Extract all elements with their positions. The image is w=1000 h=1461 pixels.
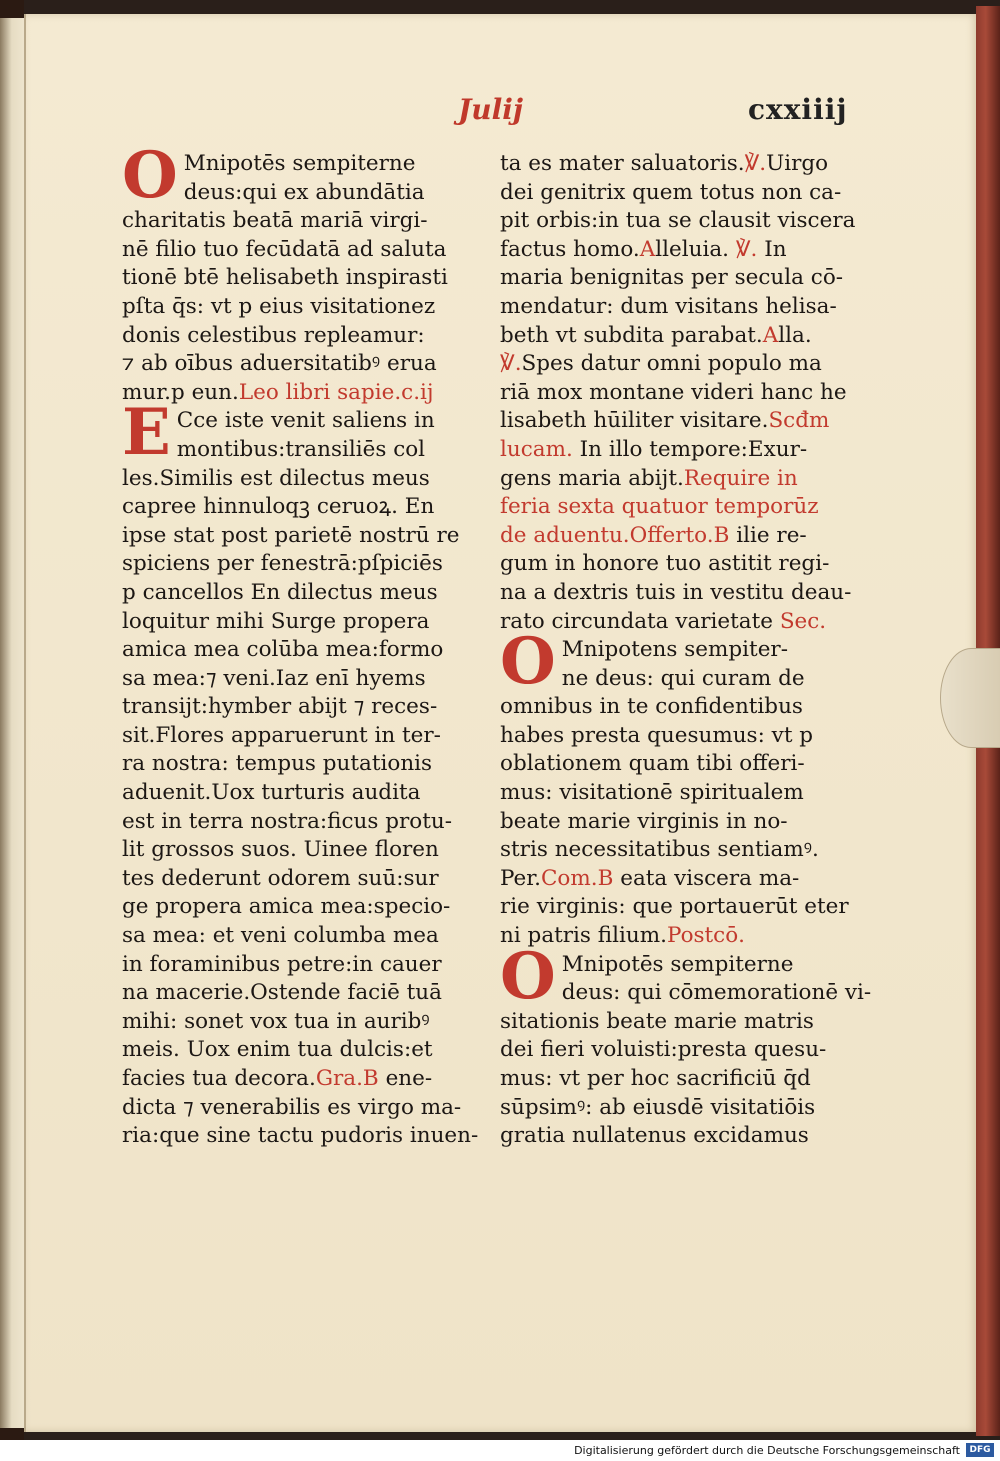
text-column-left xyxy=(122,138,482,1151)
line-text: Spes datur omni populo ma xyxy=(521,351,822,377)
text-line xyxy=(500,865,860,894)
line-text: beth vt subdita parabat. xyxy=(500,322,763,348)
text-line xyxy=(500,465,860,494)
line-text: lisabeth hūiliter visitare. xyxy=(500,408,769,434)
line-text: capree hinnuloqꝫ ceruoꝝ. En xyxy=(122,494,435,520)
funding-credit: Digitalisierung gefördert durch die Deutsche Forschungsgemeinschaft xyxy=(574,1444,960,1457)
line-text: loquitur mihi Surge propera xyxy=(122,608,430,634)
text-line xyxy=(122,865,482,894)
rubric-text: lucam. xyxy=(500,436,573,462)
text-line xyxy=(122,465,482,494)
text-line xyxy=(122,750,482,779)
text-line xyxy=(122,893,482,922)
rubric-text: Postcō. xyxy=(666,923,746,949)
line-text: charitatis beatā mariā virgi- xyxy=(122,208,428,234)
line-text: donis celestibus repleamur: xyxy=(122,322,425,348)
rubric-text: Sec. xyxy=(772,608,827,634)
rubric-text: ℣. xyxy=(735,236,758,262)
line-text: deus: qui cōmemorationē vi- xyxy=(561,980,872,1006)
line-text: ene- xyxy=(378,1066,433,1091)
line-text: pſta q̄s: vt p eius visitationez xyxy=(122,293,436,319)
line-text: pit orbis:in tua se clausit viscera xyxy=(500,208,856,234)
line-text: lit grossos suos. Uinee floren xyxy=(122,837,439,863)
text-line xyxy=(500,150,860,179)
text-line xyxy=(500,493,860,522)
line-text: tes dederunt odorem suū:sur xyxy=(122,865,439,891)
line-text: In xyxy=(757,236,787,262)
rubric-text: Require in xyxy=(683,465,798,491)
text-line xyxy=(500,179,860,208)
text-line xyxy=(122,922,482,951)
text-line xyxy=(500,893,860,922)
text-line xyxy=(500,350,860,379)
text-line xyxy=(122,836,482,865)
dfg-logo: DFG xyxy=(966,1443,994,1457)
footer-bar xyxy=(0,1440,1000,1461)
line-text: In illo tempore:Exur- xyxy=(572,436,808,462)
rubric-text: ℣. xyxy=(744,151,767,176)
text-line xyxy=(122,236,482,265)
text-line xyxy=(500,264,860,293)
text-line xyxy=(122,322,482,351)
line-text: ne deus: qui curam de xyxy=(561,665,805,691)
line-text: gens maria abijt. xyxy=(500,465,684,491)
text-line xyxy=(122,1008,482,1037)
text-line xyxy=(500,608,860,637)
line-text: na a dextris tuis in vestitu deau- xyxy=(500,579,852,605)
text-line xyxy=(122,722,482,751)
line-text: mihi: sonet vox tua in auribꝰ xyxy=(122,1008,430,1034)
line-text: maria benignitas per secula cō- xyxy=(500,265,844,291)
line-text: deus:qui ex abundātia xyxy=(183,179,425,205)
rubric-text: feria sexta quatuor temporūz xyxy=(500,494,819,520)
text-line xyxy=(500,750,860,779)
text-line xyxy=(500,836,860,865)
line-text: Cce iste venit saliens in xyxy=(176,408,435,434)
line-text: Per. xyxy=(500,865,541,891)
line-text: ilie re- xyxy=(729,522,807,548)
line-text: ⁊ ab oībus aduersitatibꝰ erua xyxy=(122,351,437,377)
line-text: na macerie.Ostende faciē tuā xyxy=(122,980,442,1006)
line-text: ria:que sine tactu pudoris inuen- xyxy=(122,1123,479,1149)
text-line xyxy=(122,665,482,694)
line-text: ipse stat post parietē nostrū re xyxy=(122,522,460,548)
line-text: est in terra nostra:ficus protu- xyxy=(122,808,452,834)
line-text: montibus:transiliēs col xyxy=(176,436,426,462)
line-text: meis. Uox enim tua dulcis:et xyxy=(122,1037,433,1063)
line-text: stris necessitatibus sentiamꝰ. xyxy=(500,837,819,863)
text-line xyxy=(122,608,482,637)
text-line xyxy=(122,350,482,379)
text-line xyxy=(122,1122,482,1151)
line-text: eata viscera ma- xyxy=(613,865,800,891)
line-text: mus: vt per hoc sacrificiū q̄d xyxy=(500,1066,811,1091)
line-text: spiciens per fenestrā:pſpiciēs xyxy=(122,551,443,577)
text-line xyxy=(122,779,482,808)
text-line xyxy=(122,493,482,522)
folio-number: cxxiiij xyxy=(748,93,848,126)
text-line xyxy=(500,207,860,236)
line-text: Mnipotēs sempiterne xyxy=(561,951,794,977)
line-text: lleluia. xyxy=(655,236,736,262)
text-line xyxy=(500,1008,860,1037)
text-line xyxy=(500,808,860,837)
line-text: mendatur: dum visitans helisa- xyxy=(500,293,837,319)
text-line xyxy=(500,1065,860,1094)
text-line xyxy=(122,436,482,465)
text-line xyxy=(122,207,482,236)
running-head-month: Julij xyxy=(458,93,524,126)
line-text: amica mea colūba mea:formo xyxy=(122,637,444,663)
text-line xyxy=(500,407,860,436)
text-line xyxy=(500,1094,860,1123)
facing-page-edge xyxy=(0,18,26,1428)
line-text: sa mea:⁊ veni.Iaz enī hyems xyxy=(122,665,426,691)
rubric-text: ℣. xyxy=(500,351,522,377)
text-line xyxy=(122,979,482,1008)
page-clip xyxy=(940,648,1000,748)
text-line xyxy=(500,693,860,722)
line-text: transijt:hymber abijt ⁊ reces- xyxy=(122,694,438,720)
text-line xyxy=(122,522,482,551)
text-line xyxy=(122,550,482,579)
rubric-text: de aduentu.Offerto.B xyxy=(500,522,730,548)
text-line xyxy=(500,579,860,608)
text-line xyxy=(500,722,860,751)
text-line xyxy=(500,1036,860,1065)
line-text: dei fieri voluisti:presta quesu- xyxy=(500,1037,827,1063)
text-line xyxy=(122,379,482,408)
line-text: mur.p eun. xyxy=(122,379,239,405)
line-text: riā mox montane videri hanc he xyxy=(500,379,847,405)
rubric-text: Gra.B xyxy=(315,1066,379,1091)
rubric-text: A xyxy=(639,236,656,262)
line-text: ta es mater saluatoris. xyxy=(500,151,745,176)
rubric-text: Scđm xyxy=(768,408,830,434)
text-line xyxy=(122,1094,482,1123)
initial-letter: O xyxy=(500,624,556,700)
line-text: Mnipotēs sempiterne xyxy=(183,151,416,176)
line-text: mus: visitationē spiritualem xyxy=(500,780,804,806)
line-text: factus homo. xyxy=(500,236,640,262)
text-line xyxy=(500,236,860,265)
line-text: beate marie virginis in no- xyxy=(500,808,788,834)
text-line xyxy=(500,779,860,808)
text-line xyxy=(122,579,482,608)
text-line xyxy=(500,322,860,351)
line-text: habes presta quesumus: vt p xyxy=(500,722,814,748)
text-column-right xyxy=(500,150,872,1151)
line-text: sitationis beate marie matris xyxy=(500,1008,814,1034)
line-text: ra nostra: tempus putationis xyxy=(122,751,433,777)
initial-letter: O xyxy=(122,138,178,213)
text-line xyxy=(500,522,860,551)
text-line xyxy=(122,1065,482,1094)
line-text: sit.Flores apparuerunt in ter- xyxy=(122,722,441,748)
text-line xyxy=(122,636,482,665)
line-text: rato circundata varietate xyxy=(500,608,773,634)
initial-letter: E xyxy=(122,395,171,471)
line-text: rie virginis: que portauerūt eter xyxy=(500,894,849,920)
line-text: sūpsimꝰ: ab eiusdē visitatiōis xyxy=(500,1094,816,1120)
initial-letter: O xyxy=(500,938,556,1014)
line-text: dei genitrix quem totus non ca- xyxy=(500,179,842,205)
line-text: omnibus in te confidentibus xyxy=(500,694,803,720)
line-text: facies tua decora. xyxy=(122,1066,316,1091)
text-line xyxy=(122,808,482,837)
line-text: p cancellos En dilectus meus xyxy=(122,579,438,605)
text-line xyxy=(122,693,482,722)
text-line xyxy=(500,550,860,579)
line-text: les.Similis est dilectus meus xyxy=(122,465,430,491)
rubric-text: Com.B xyxy=(540,865,614,891)
line-text: dicta ⁊ venerabilis es virgo ma- xyxy=(122,1094,462,1120)
line-text: nē filio tuo fecūdatā ad saluta xyxy=(122,236,447,262)
line-text: Uirgo xyxy=(766,151,829,176)
text-line xyxy=(122,264,482,293)
line-text: Mnipotens sempiter- xyxy=(561,637,788,663)
text-line xyxy=(500,379,860,408)
text-line xyxy=(500,293,860,322)
line-text: in foraminibus petre:in cauer xyxy=(122,951,442,977)
text-line xyxy=(500,922,860,951)
text-line xyxy=(500,1122,860,1151)
text-line xyxy=(500,436,860,465)
line-text: gum in honore tuo astitit regi- xyxy=(500,551,830,577)
text-line xyxy=(122,951,482,980)
line-text: ge propera amica mea:specio- xyxy=(122,894,451,920)
line-text: aduenit.Uox turturis audita xyxy=(122,780,421,806)
line-text: ni patris filium. xyxy=(500,923,667,949)
text-line xyxy=(122,1036,482,1065)
line-text: oblationem quam tibi offeri- xyxy=(500,751,805,777)
line-text: sa mea: et veni columba mea xyxy=(122,923,439,949)
rubric-text: Leo libri sapie.c.ij xyxy=(238,379,434,405)
line-text: tionē btē helisabeth inspirasti xyxy=(122,265,448,291)
line-text: gratia nullatenus excidamus xyxy=(500,1123,809,1149)
text-line xyxy=(122,293,482,322)
line-text: lla. xyxy=(778,322,812,348)
rubric-text: A xyxy=(762,322,779,348)
